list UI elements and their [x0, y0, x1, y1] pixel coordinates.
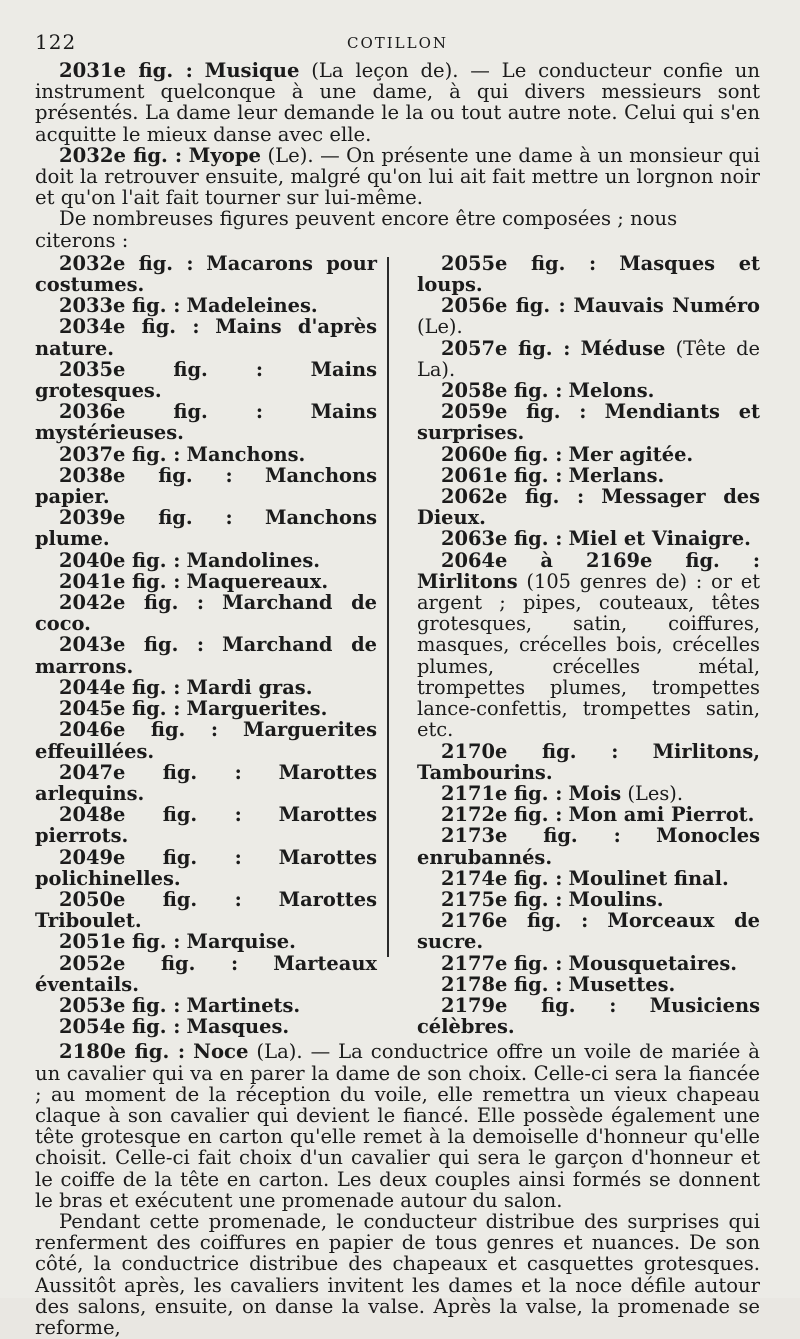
figure-entry — [417, 741, 760, 783]
column-divider — [387, 257, 389, 957]
figure-entry — [35, 804, 377, 846]
paragraph-2031 — [35, 60, 760, 145]
figure-number: 2054e fig. : — [59, 1015, 181, 1039]
figure-number: 2035e fig. : — [59, 357, 264, 381]
figure-title: Marteaux éventails. — [35, 951, 377, 996]
figure-number: 2058e fig. : — [441, 379, 563, 403]
figure-number: 2062e fig. : — [441, 485, 585, 509]
right-column — [387, 253, 760, 1038]
figure-number: 2051e fig. : — [59, 930, 181, 954]
figure-entry — [35, 698, 377, 719]
figure-entry — [35, 889, 377, 931]
figure-number: 2050e fig. : — [59, 887, 242, 911]
figure-entry — [417, 995, 760, 1037]
figure-title: Melons. — [568, 379, 655, 403]
figure-entry — [417, 550, 760, 741]
figure-title: Myope — [188, 143, 261, 167]
figure-entry — [417, 338, 760, 380]
figure-number: 2044e fig. : — [59, 675, 181, 699]
figure-entry — [35, 253, 377, 295]
figure-number: 2061e fig. : — [441, 463, 563, 487]
figure-number: 2046e fig. : — [59, 718, 218, 742]
figure-entry — [35, 719, 377, 761]
figure-title: Musettes. — [568, 972, 676, 996]
figure-title: Marguerites effeuillées. — [35, 718, 378, 763]
page-header — [35, 30, 760, 60]
figure-number: 2032e fig. : — [59, 143, 183, 167]
left-column — [35, 253, 387, 1038]
paragraph-text: (La). — La conductrice offre un voile de mariée à un cavalier qui va en parer la dame de son choix. Celle-ci sera la fiancée ; au moment de la réception du voile, elle remettra un vieux chapeau claque à son cavalier qui devient le fiancé. Elle possède également une tête grotesque en carton qu'elle remet à la demoiselle d'honneur qu'elle choisit. Celle-ci fait choix d'un cavalier qui sera le garçon d'honneur et le coiffe de la tête en carton. Les deux couples ainsi formés se donnent le bras et exécutent une promenade autour du salon. — [35, 1040, 760, 1212]
figure-number: 2034e fig. : — [59, 315, 200, 339]
figure-title: Méduse — [580, 336, 666, 360]
figure-title: Mon ami Pierrot. — [568, 803, 755, 827]
figure-number: 2040e fig. : — [59, 548, 181, 572]
figure-entry — [35, 401, 377, 443]
figure-number: 2056e fig. : — [441, 294, 566, 318]
page-number: 122 — [35, 30, 77, 54]
figure-number: 2032e fig. : — [59, 251, 194, 275]
figure-number: 2053e fig. : — [59, 993, 181, 1017]
figure-title: Noce — [193, 1040, 249, 1064]
figure-number: 2045e fig. : — [59, 697, 181, 721]
figure-title: Marguerites. — [186, 697, 328, 721]
figure-title: Mer agitée. — [568, 442, 694, 466]
figure-number: 2063e fig. : — [441, 527, 563, 551]
figure-title: Mardi gras. — [186, 675, 313, 699]
figure-title: Mois — [568, 781, 622, 805]
figure-title: Mains mystérieuses. — [35, 400, 377, 445]
figure-note: (Tête de La). — [417, 336, 760, 381]
figure-entry — [417, 528, 760, 549]
figure-number: 2036e fig. : — [59, 400, 264, 424]
figure-title: Manchons. — [186, 442, 306, 466]
figure-entry — [35, 931, 377, 952]
figure-entry — [417, 783, 760, 804]
figure-entry — [417, 825, 760, 867]
figure-entry — [35, 762, 377, 804]
figure-number: 2037e fig. : — [59, 442, 181, 466]
figure-note: (105 genres de) : or et argent ; pipes, couteaux, têtes grotesques, satin, coiffures, masques, crécelles bois, crécelles plumes, crécelles métal, trompettes plumes, trompettes lance-confettis, trompettes satin, etc. — [417, 569, 760, 742]
figure-title: Merlans. — [568, 463, 665, 487]
figure-number: 2057e fig. : — [441, 336, 571, 360]
figure-number: 2038e fig. : — [59, 463, 233, 487]
figure-title: Martinets. — [186, 993, 301, 1017]
figure-title: Marottes pierrots. — [35, 803, 378, 848]
figure-title: Macarons pour costumes. — [35, 251, 377, 297]
figure-title: Manchons papier. — [35, 463, 377, 509]
figure-entry — [35, 953, 377, 995]
figure-entry — [35, 295, 377, 316]
figure-entry — [417, 953, 760, 974]
figure-entry — [35, 995, 377, 1016]
figure-entry — [417, 295, 760, 337]
figure-note: (Les). — [621, 781, 683, 805]
figure-entry — [35, 359, 377, 401]
figure-number: 2049e fig. : — [59, 845, 242, 869]
figure-title: Miel et Vinaigre. — [568, 527, 751, 551]
figure-title: Musiciens célèbres. — [417, 993, 761, 1039]
figure-number: 2170e fig. : — [441, 739, 619, 763]
figure-title: Marchand de marrons. — [35, 633, 377, 678]
figure-number: 2179e fig. : — [441, 993, 617, 1017]
figure-entry — [417, 910, 760, 952]
figure-title: Moulins. — [568, 887, 664, 911]
figure-number: 2043e fig. : — [59, 633, 205, 657]
figure-number: 2048e fig. : — [59, 803, 242, 827]
figure-entry — [35, 571, 377, 592]
figure-title: Mirlitons, Tambourins. — [417, 739, 760, 784]
figure-title: Mirlitons — [417, 569, 518, 593]
figure-number: 2059e fig. : — [441, 400, 587, 424]
figure-entry — [417, 486, 760, 528]
figure-number: 2041e fig. : — [59, 569, 181, 593]
figure-title: Mains grotesques. — [35, 357, 377, 403]
figure-number: 2175e fig. : — [441, 887, 563, 911]
intro-line: De nombreuses figures peuvent encore être composées ; nous citerons : — [35, 207, 678, 252]
figure-title: Manchons plume. — [35, 506, 377, 551]
figure-number: 2060e fig. : — [441, 442, 563, 466]
figure-entry — [417, 465, 760, 486]
figure-title: Musique — [204, 59, 300, 82]
figure-number: 2171e fig. : — [441, 781, 563, 805]
paragraph-text: (La leçon de). — Le conducteur confie un instrument quelconque à une dame, à qui divers messieurs sont présentés. La dame leur demande le la ou tout autre note. Celui qui s'en acquitte le mieux danse avec elle. — [35, 59, 760, 146]
figure-entry — [35, 592, 377, 634]
figure-title: Mauvais Numéro — [573, 294, 760, 318]
figure-entry — [35, 634, 377, 676]
figure-title: Morceaux de sucre. — [417, 909, 760, 954]
figure-title: Mendiants et surprises. — [417, 400, 761, 445]
figure-number: 2033e fig. : — [59, 294, 181, 318]
figure-entry — [35, 465, 377, 507]
figure-title: Madeleines. — [186, 294, 318, 318]
paragraph-text: (Le). — On présente une dame à un monsieur qui doit la retrouver ensuite, malgré qu'on lui ait fait mettre un lorgnon noir et qu'on l'ait fait tourner sur lui-même. — [35, 143, 760, 210]
figure-title: Mousquetaires. — [568, 951, 738, 975]
figure-title: Marottes arlequins. — [35, 760, 378, 805]
figure-entry — [417, 401, 760, 443]
figure-number: 2031e fig. : — [59, 59, 193, 82]
figure-number: 2042e fig. : — [59, 591, 205, 615]
figure-title: Marottes Triboulet. — [35, 887, 378, 933]
figure-number: 2173e fig. : — [441, 824, 621, 848]
figure-entry — [417, 253, 760, 295]
running-title: COTILLON — [346, 34, 449, 52]
figure-title: Mandolines. — [186, 548, 320, 572]
figure-number: 2177e fig. : — [441, 951, 563, 975]
figure-number: 2180e fig. : — [59, 1040, 186, 1064]
figure-title: Maquereaux. — [186, 569, 329, 593]
figure-title: Masques. — [186, 1015, 290, 1039]
figure-entry — [417, 868, 760, 889]
figure-title: Mains d'après nature. — [35, 315, 378, 360]
figure-title: Monocles enrubannés. — [417, 824, 761, 869]
figure-title: Marottes polichinelles. — [35, 845, 378, 890]
figure-list — [35, 253, 760, 1038]
figure-entry — [417, 974, 760, 995]
figure-title: Marquise. — [186, 930, 296, 954]
figure-title: Masques et loups. — [417, 251, 761, 297]
figure-number: 2178e fig. : — [441, 972, 563, 996]
figure-entry — [35, 507, 377, 549]
figure-entry — [35, 550, 377, 571]
figure-entry — [35, 1016, 377, 1037]
figure-number: 2039e fig. : — [59, 506, 233, 530]
figure-number: 2055e fig. : — [441, 251, 597, 275]
figure-number: 2176e fig. : — [441, 909, 589, 933]
figure-number: 2052e fig. : — [59, 951, 239, 975]
figure-entry — [417, 444, 760, 465]
paragraph-continuation: Pendant cette promenade, le conducteur distribue des surprises qui renferment des coiffures en papier de tous genres et nuances. De son côté, la conductrice distribue des chapeaux et casquettes grotesques. Aussitôt après, les cavaliers invitent les dames et la noce défile autour des salons, ensuite, on danse la valse. Après la valse, la promenade se reforme, — [35, 1209, 760, 1339]
figure-title: Messager des Dieux. — [417, 485, 761, 530]
paragraph-2180 — [35, 1041, 760, 1211]
figure-entry — [417, 889, 760, 910]
figure-entry — [35, 847, 377, 889]
figure-note: (Le). — [417, 315, 463, 339]
figure-entry — [417, 804, 760, 825]
figure-number: 2064e à 2169e fig. : — [441, 548, 760, 572]
paragraph-2032 — [35, 145, 760, 209]
figure-entry — [35, 677, 377, 698]
figure-title: Moulinet final. — [568, 866, 729, 890]
figure-title: Marchand de coco. — [35, 591, 377, 636]
figure-number: 2172e fig. : — [441, 803, 563, 827]
figure-entry — [35, 316, 377, 358]
figure-entry — [35, 444, 377, 465]
figure-entry — [417, 380, 760, 401]
figure-number: 2174e fig. : — [441, 866, 563, 890]
figure-number: 2047e fig. : — [59, 760, 242, 784]
